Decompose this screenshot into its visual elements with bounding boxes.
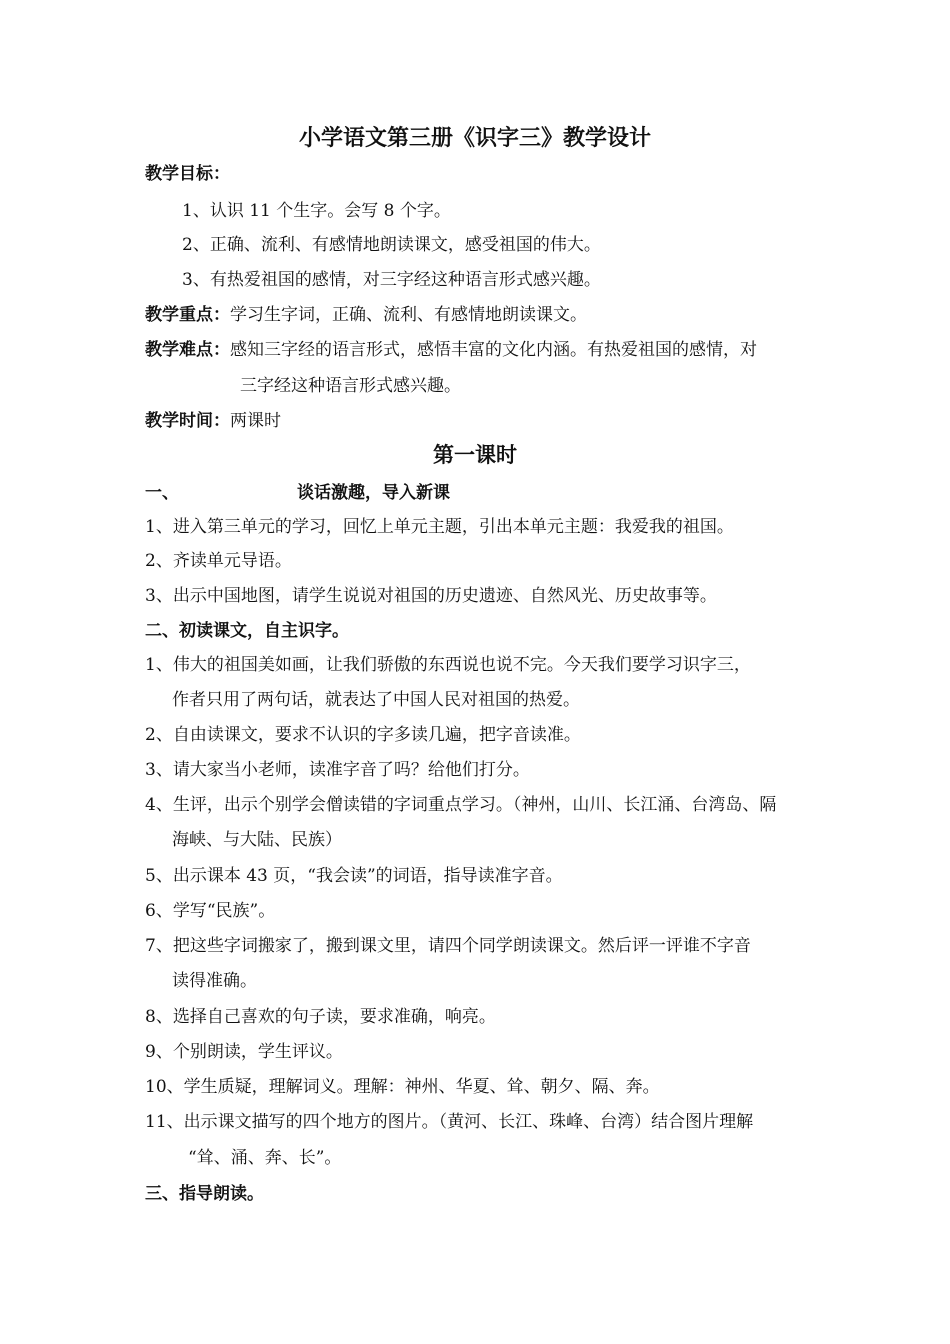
section3-heading: 三、指导朗读。 — [145, 1184, 264, 1204]
section1-number: 一、 — [145, 483, 179, 503]
section2-item: 3、请大家当小老师，读准字音了吗？给他们打分。 — [145, 760, 530, 780]
section2-item: 10、学生质疑，理解词义。理解：神州、华夏、耸、朝夕、隔、奔。 — [145, 1077, 660, 1097]
section1-item: 2、齐读单元导语。 — [145, 551, 292, 571]
key-points-text: 学习生字词，正确、流利、有感情地朗读课文。 — [230, 305, 587, 325]
section2-item-continuation: “耸、涌、奔、长”。 — [188, 1148, 342, 1168]
time-label: 教学时间： — [145, 411, 230, 431]
difficulties-text: 感知三字经的语言形式，感悟丰富的文化内涵。有热爱祖国的感情，对 — [230, 340, 757, 360]
objective-item: 2、正确、流利、有感情地朗读课文，感受祖国的伟大。 — [182, 235, 601, 255]
section2-item: 7、把这些字词搬家了，搬到课文里，请四个同学朗读课文。然后评一评谁不字音 — [145, 936, 751, 956]
section1-heading — [145, 481, 450, 505]
section2-item: 4、生评，出示个别学会僧读错的字词重点学习。（神州，山川、长江涌、台湾岛、隔 — [145, 795, 777, 815]
difficulties-row — [145, 338, 757, 362]
key-points-label: 教学重点： — [145, 305, 230, 325]
objective-item: 1、认识 11 个生字。会写 8 个字。 — [182, 201, 451, 221]
time-row — [145, 409, 281, 433]
section2-item: 8、选择自己喜欢的句子读，要求准确，响亮。 — [145, 1007, 496, 1027]
section1-title: 谈话激趣，导入新课 — [297, 483, 450, 503]
section1-item: 3、出示中国地图，请学生说说对祖国的历史遗迹、自然风光、历史故事等。 — [145, 586, 717, 606]
section2-item-continuation: 作者只用了两句话，就表达了中国人民对祖国的热爱。 — [172, 690, 580, 710]
section2-heading: 二、初读课文，自主识字。 — [145, 621, 349, 641]
difficulties-continuation: 三字经这种语言形式感兴趣。 — [240, 376, 461, 396]
time-text: 两课时 — [230, 411, 281, 431]
lesson-title: 第一课时 — [433, 442, 517, 467]
objectives-label: 教学目标： — [145, 164, 230, 184]
section2-item: 6、学写“民族”。 — [145, 901, 276, 921]
document-title: 小学语文第三册《识字三》教学设计 — [298, 125, 651, 151]
section2-item: 9、个别朗读，学生评议。 — [145, 1042, 343, 1062]
section2-item: 1、伟大的祖国美如画，让我们骄傲的东西说也说不完。今天我们要学习识字三， — [145, 655, 751, 675]
objective-item: 3、有热爱祖国的感情，对三字经这种语言形式感兴趣。 — [182, 270, 601, 290]
section2-item: 2、自由读课文，要求不认识的字多读几遍，把字音读准。 — [145, 725, 581, 745]
difficulties-label: 教学难点： — [145, 340, 230, 360]
section2-item-continuation: 海峡、与大陆、民族） — [172, 830, 342, 850]
section2-item: 11、出示课文描写的四个地方的图片。（黄河、长江、珠峰、台湾）结合图片理解 — [145, 1112, 754, 1132]
key-points-row — [145, 303, 587, 327]
section2-item-continuation: 读得准确。 — [172, 971, 257, 991]
section2-item: 5、出示课本 43 页，“我会读”的词语，指导读准字音。 — [145, 866, 563, 886]
section1-item: 1、进入第三单元的学习，回忆上单元主题，引出本单元主题：我爱我的祖国。 — [145, 517, 734, 537]
